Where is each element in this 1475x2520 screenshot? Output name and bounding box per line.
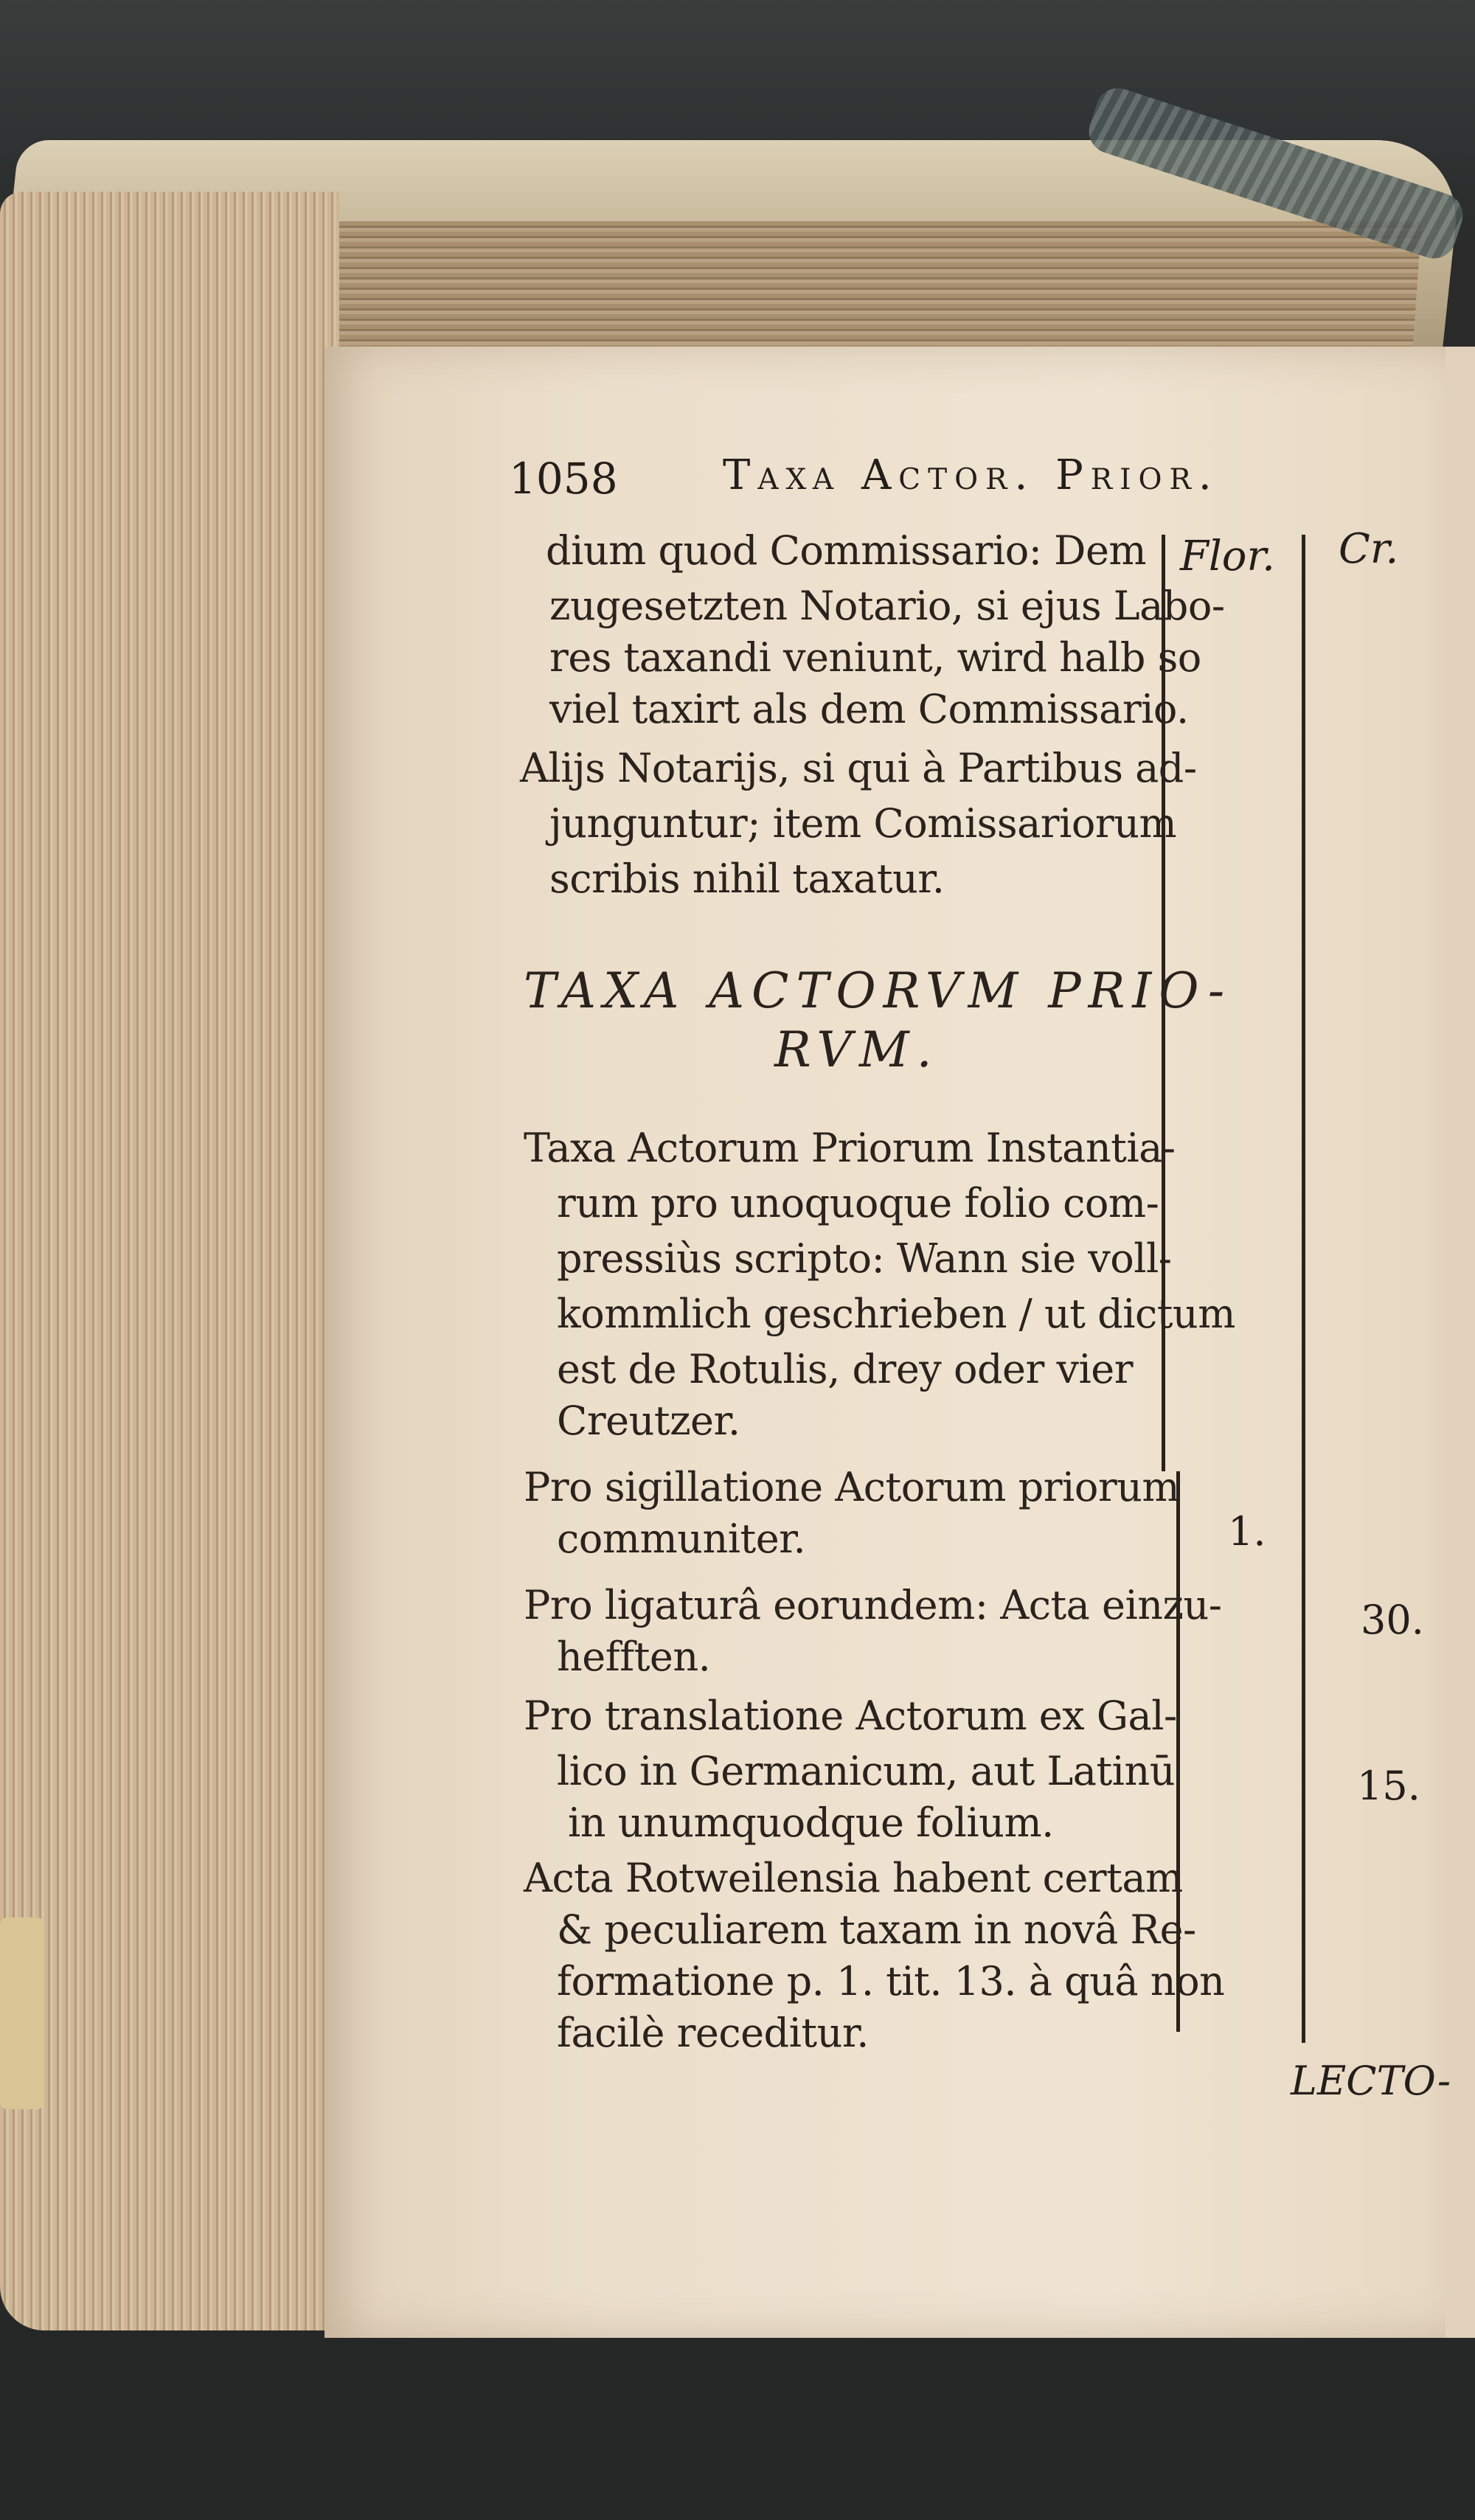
text-line: kommlich geschrieben / ut dictum (557, 1291, 1235, 1337)
facing-page-edge (1446, 347, 1475, 2338)
text-line: Acta Rotweilensia habent certam (524, 1855, 1183, 1901)
text-line: Taxa Actorum Priorum Instantia- (524, 1125, 1176, 1171)
book-spine-edge (0, 1917, 44, 2109)
text-line: lico in Germanicum, aut Latinū (557, 1748, 1176, 1794)
text-line: est de Rotulis, drey oder vier (557, 1346, 1134, 1392)
text-line: scribis nihil taxatur. (549, 855, 945, 902)
column-head-kreuzer: Cr. (1339, 525, 1399, 573)
text-line: Alijs Notarijs, si qui à Partibus ad- (520, 745, 1197, 791)
text-line: in unumquodque folium. (568, 1799, 1054, 1846)
text-line: zugesetzten Notario, si ejus Labo- (549, 583, 1225, 629)
text-line: facilè receditur. (557, 2010, 869, 2056)
text-line: formatione p. 1. tit. 13. à quâ non (557, 1958, 1225, 2004)
text-line: res taxandi veniunt, wird halb so (549, 634, 1201, 681)
text-line: viel taxirt als dem Commissario. (549, 686, 1189, 732)
section-title: TAXA ACTORVM PRIO- (524, 962, 1232, 1019)
column-rule-2 (1302, 535, 1305, 2043)
text-line: Pro ligaturâ eorundem: Acta einzu- (524, 1582, 1222, 1628)
running-title: Taxa Actor. Prior. (723, 451, 1219, 499)
text-line: dium quod Commissario: Dem (546, 527, 1147, 574)
amount-kreuzer: 30. (1361, 1597, 1424, 1643)
text-line: pressiùs scripto: Wann sie voll- (557, 1235, 1172, 1282)
text-line: Pro sigillatione Actorum priorum (524, 1464, 1180, 1510)
page-edges-left (0, 192, 339, 2330)
text-line: Pro translatione Actorum ex Gal- (524, 1693, 1177, 1739)
column-head-florins: Flor. (1180, 532, 1275, 580)
text-line: junguntur; item Comissariorum (549, 800, 1177, 847)
text-line: communiter. (557, 1516, 806, 1562)
amount-florins: 1. (1228, 1508, 1266, 1555)
section-title-continued: RVM. (774, 1021, 940, 1078)
catchword: LECTO- (1291, 2058, 1451, 2104)
amount-kreuzer: 15. (1357, 1763, 1420, 1809)
page-number: 1058 (509, 454, 618, 504)
text-line: & peculiarem taxam in novâ Re- (557, 1906, 1196, 1953)
text-line: Creutzer. (557, 1398, 740, 1444)
text-line: hefften. (557, 1634, 711, 1680)
text-line: rum pro unoquoque folio com- (557, 1180, 1159, 1226)
